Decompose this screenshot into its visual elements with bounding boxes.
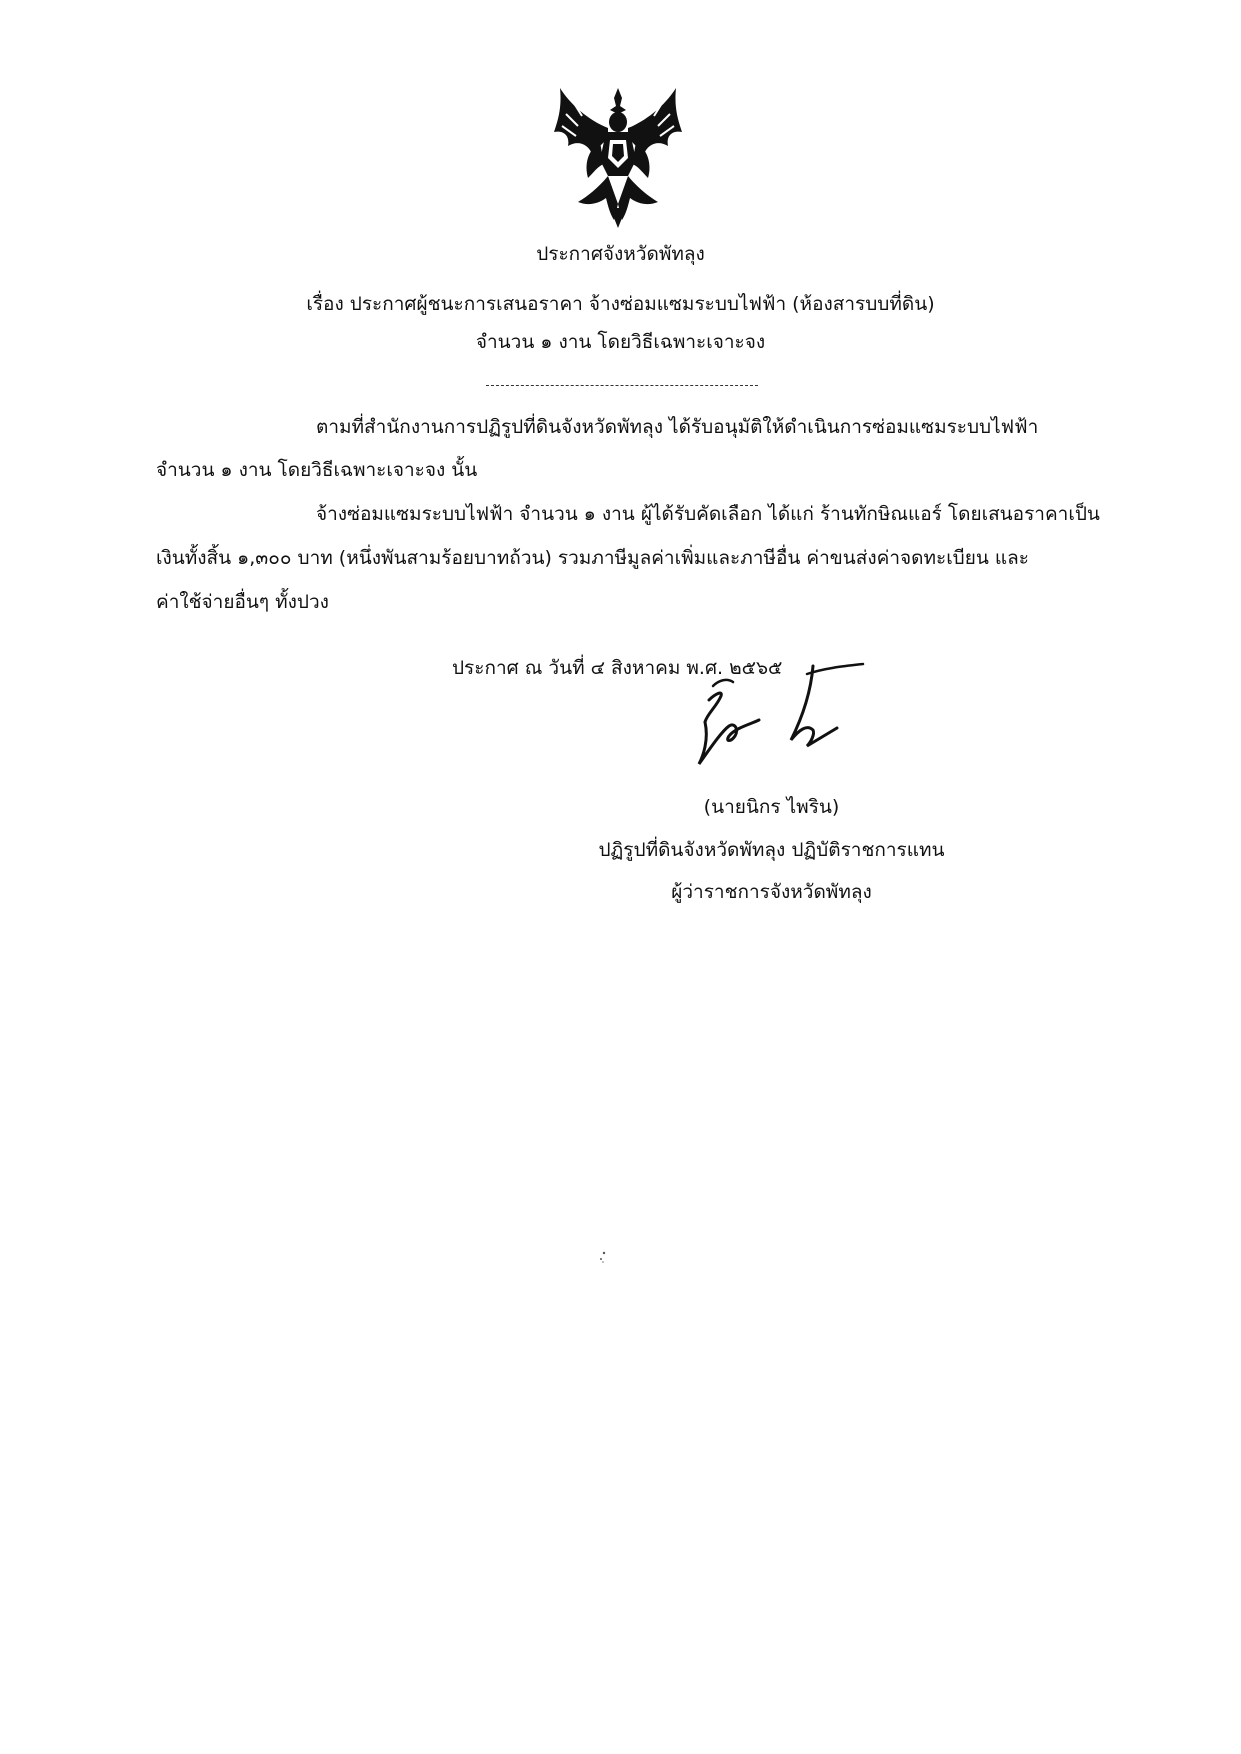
issuer-title: ประกาศจังหวัดพัทลุง	[536, 243, 705, 265]
signatory-on-behalf: ผู้ว่าราชการจังหวัดพัทลุง	[671, 881, 872, 903]
paragraph-1-line-1: ตามที่สำนักงานการปฏิรูปที่ดินจังหวัดพัทลุง ได้รับอนุมัติให้ดำเนินการซ่อมแซมระบบไฟฟ้า	[316, 416, 1039, 438]
scan-speck-icon	[598, 1250, 608, 1264]
paragraph-2-line-3: ค่าใช้จ่ายอื่นๆ ทั้งปวง	[156, 591, 329, 613]
subject-line-2: จำนวน ๑ งาน โดยวิธีเฉพาะเจาะจง	[475, 331, 766, 353]
paragraph-2-line-2: เงินทั้งสิ้น ๑,๓๐๐ บาท (หนึ่งพันสามร้อยบาทถ้วน) รวมภาษีมูลค่าเพิ่มและภาษีอื่น ค่าขนส่งค่าจดทะเบียน และ	[156, 547, 1029, 569]
header-divider	[486, 385, 758, 386]
garuda-emblem-icon	[548, 80, 688, 230]
signature-icon	[695, 660, 865, 770]
paragraph-1-line-2: จำนวน ๑ งาน โดยวิธีเฉพาะเจาะจง นั้น	[156, 459, 478, 481]
paragraph-2-line-1: จ้างซ่อมแซมระบบไฟฟ้า จำนวน ๑ งาน ผู้ได้รับคัดเลือก ได้แก่ ร้านทักษิณแอร์ โดยเสนอราคาเป็น	[316, 503, 1100, 525]
signatory-name: (นายนิกร ไพริน)	[703, 796, 840, 818]
signatory-position: ปฏิรูปที่ดินจังหวัดพัทลุง ปฏิบัติราชการแทน	[598, 839, 945, 861]
announcement-date: ประกาศ ณ วันที่ ๔ สิงหาคม พ.ศ. ๒๕๖๕	[452, 657, 783, 679]
subject-line: เรื่อง ประกาศผู้ชนะการเสนอราคา จ้างซ่อมแซมระบบไฟฟ้า (ห้องสารบบที่ดิน)	[306, 293, 935, 315]
